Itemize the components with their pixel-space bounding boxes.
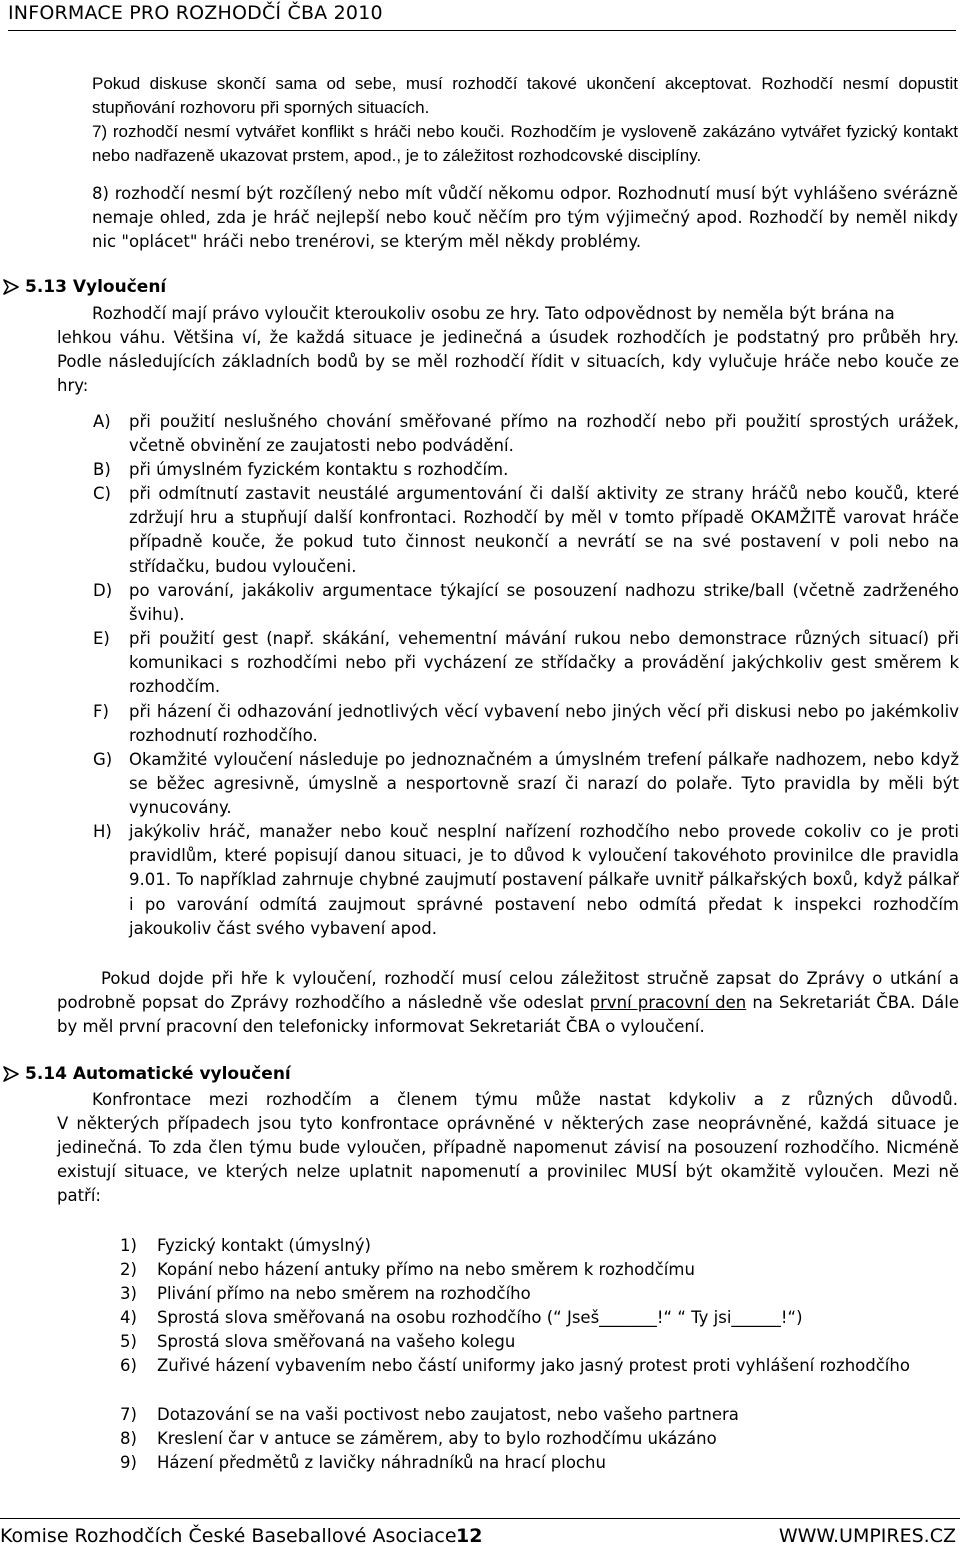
- list-number: 2): [120, 1260, 137, 1279]
- list-item: Kreslení čar v antuce se záměrem, aby to bylo rozhodčímu ukázáno: [157, 1429, 717, 1448]
- list-item: při odmítnutí zastavit neustálé argumentování či další aktivity ze strany hráčů nebo koučů, které zdržují hru a stupňují další konfrontaci. Rozhodčí by měl v tomto případě OKAMŽITĚ varovat hráče případně kouče, že pokud tuto činnost neukončí a nevrátí se na své postavení v poli nebo na střídačku, budou vyloučeni.: [129, 484, 959, 576]
- list-marker: G): [93, 750, 113, 769]
- list-number: 5): [120, 1332, 137, 1351]
- list-item: Kopání nebo házení antuky přímo na nebo směrem k rozhodčímu: [157, 1260, 695, 1279]
- list-marker: D): [93, 581, 113, 600]
- section-5-14-paragraph: V některých případech jsou tyto konfrontace oprávněné v některých zase neoprávněné, každá situace je jedinečná. To zda člen týmu bude vyloučen, případně napomenut závisí na posouzení rozhodčího. Nicméně existují situace, ve kterých nelze uplatnit napomenutí a provinilec MUSÍ být okamžitě vyloučen. Mezi ně patří:: [57, 1114, 959, 1205]
- report-text-start: Pokud dojde při hře k vyloučení, rozhodčí musí celou záležitost stručně zapsat do Zprávy o utkání a podrobně popsat do Zprávy rozhodčího a následně vše odeslat: [57, 969, 959, 1012]
- list-item: Sprostá slova směřovaná na osobu rozhodčího (“ Jseš_______!“ “ Ty jsi______!“): [157, 1308, 803, 1327]
- list-marker: H): [93, 822, 112, 841]
- list-item: Házení předmětů z lavičky náhradníků na hrací plochu: [157, 1453, 606, 1472]
- list-item: Okamžité vyloučení následuje po jednoznačném a úmyslném trefení pálkaře nadhozem, nebo když se běžec agresivně, úmyslně a nesportovně srazí či narazí do polaře. Tyto pravidla by měli být vynucovány.: [129, 750, 959, 818]
- footer-website: WWW.UMPIRES.CZ: [778, 1525, 956, 1547]
- section-heading-5-13: [2, 277, 166, 297]
- arrow-bullet-icon: [2, 1066, 20, 1082]
- footer-organization: Komise Rozhodčích České Baseballové Asociace: [0, 1525, 457, 1547]
- arrow-bullet-icon: [2, 279, 20, 295]
- rule-8-paragraph: 8) rozhodčí nesmí být rozčílený nebo mít vůdčí někomu odpor. Rozhodnutí musí být vyhlášeno svérázně nemaje ohled, zda je hráč nejlepší nebo kouč něčím pro tým výjimečný apod. Rozhodčí by neměl nikdy nic "oplácet" hráči nebo trenérovi, se kterým měl někdy problémy.: [92, 184, 958, 251]
- list-number: 1): [120, 1236, 137, 1255]
- list-marker: B): [93, 460, 111, 479]
- list-marker: A): [93, 412, 111, 431]
- list-number: 3): [120, 1284, 137, 1303]
- list-item: Zuřivé házení vybavením nebo částí uniformy jako jasný protest proti vyhlášení rozhodčího: [157, 1356, 910, 1375]
- list-item: po varování, jakákoliv argumentace týkající se posouzení nadhozu strike/ball (včetně zadrženého švihu).: [129, 581, 959, 625]
- list-number: 9): [120, 1453, 137, 1472]
- page-footer: [0, 1518, 960, 1547]
- list-item: jakýkoliv hráč, manažer nebo kouč nesplní nařízení rozhodčího nebo provede cokoliv co je proti pravidlům, které popisují danou situaci, je to důvod k vyloučení takovéhoto provinilce dle pravidla 9.01. To například zahrnuje chybné zaujmutí postavení pálkaře uvnitř pálkařských boxů, když pálkař i po varování odmítá zaujmout správné postavení nebo odmítá předat k inspekci rozhodčím jakoukoliv část svého vybavení apod.: [129, 822, 959, 938]
- header-title: INFORMACE PRO ROZHODČÍ ČBA 2010: [8, 2, 383, 24]
- list-item: při použití neslušného chování směřované přímo na rozhodčí nebo při použití sprostých urážek, včetně obvinění ze zaujatosti nebo podvádění.: [129, 412, 959, 456]
- list-marker: E): [93, 629, 110, 648]
- list-marker: C): [93, 484, 111, 503]
- list-item: Plivání přímo na nebo směrem na rozhodčího: [157, 1284, 531, 1303]
- section-title: 5.14 Automatické vyloučení: [25, 1064, 291, 1084]
- list-item: při házení či odhazování jednotlivých věcí vybavení nebo jiných věcí při diskusi nebo po jakémkoliv rozhodnutí rozhodčího.: [129, 702, 959, 746]
- page-number: 12: [456, 1525, 483, 1547]
- page-header: [8, 0, 956, 31]
- intro-paragraph: Pokud diskuse skončí sama od sebe, musí rozhodčí takové ukončení akceptovat. Rozhodčí nesmí dopustit stupňování rozhovoru při sporných situacích.: [92, 74, 958, 117]
- list-marker: F): [93, 702, 109, 721]
- section-heading-5-14: [2, 1064, 291, 1084]
- list-item: Sprostá slova směřovaná na vašeho kolegu: [157, 1332, 516, 1351]
- list-item: Dotazování se na vaši poctivost nebo zaujatost, nebo vašeho partnera: [157, 1405, 739, 1424]
- list-number: 4): [120, 1308, 137, 1327]
- section-5-13-first-line: Rozhodčí mají právo vyloučit kteroukoliv osobu ze hry. Tato odpovědnost by neměla být brána na: [92, 304, 895, 323]
- report-paragraph: [57, 967, 959, 1039]
- first-working-day-underlined: první pracovní den: [589, 993, 747, 1012]
- list-item: při úmyslném fyzickém kontaktu s rozhodčím.: [129, 460, 509, 479]
- list-number: 7): [120, 1405, 137, 1424]
- list-item: při použití gest (např. skákání, vehementní mávání rukou nebo demonstrace různých situací) při komunikaci s rozhodčími nebo při vycházení ze střídačky a provádění jakýchkoliv gest směrem k rozhodčím.: [129, 629, 959, 697]
- report-text-end: na Sekretariát ČBA. Dále by měl první pracovní den telefonicky informovat Sekretariát ČBA o vyloučení.: [57, 993, 959, 1036]
- section-5-14-first-line: Konfrontace mezi rozhodčím a členem týmu může nastat kdykoliv a z různých důvodů.: [92, 1090, 958, 1109]
- rule-7-paragraph: 7) rozhodčí nesmí vytvářet konflikt s hráči nebo kouči. Rozhodčím je vysloveně zakázáno vytvářet fyzický kontakt nebo nadřazeně ukazovat prstem, apod., je to záležitost rozhodcovské disciplíny.: [92, 122, 958, 165]
- list-item: Fyzický kontakt (úmyslný): [157, 1236, 371, 1255]
- section-5-13-paragraph: lehkou váhu. Většina ví, že každá situace je jedinečná a úsudek rozhodčích je podstatný pro průběh hry. Podle následujících základních bodů by se měl rozhodčí řídit v situacích, kdy vylučuje hráče nebo kouče ze hry:: [57, 328, 959, 395]
- list-number: 6): [120, 1356, 137, 1375]
- list-number: 8): [120, 1429, 137, 1448]
- section-title: 5.13 Vyloučení: [25, 277, 167, 297]
